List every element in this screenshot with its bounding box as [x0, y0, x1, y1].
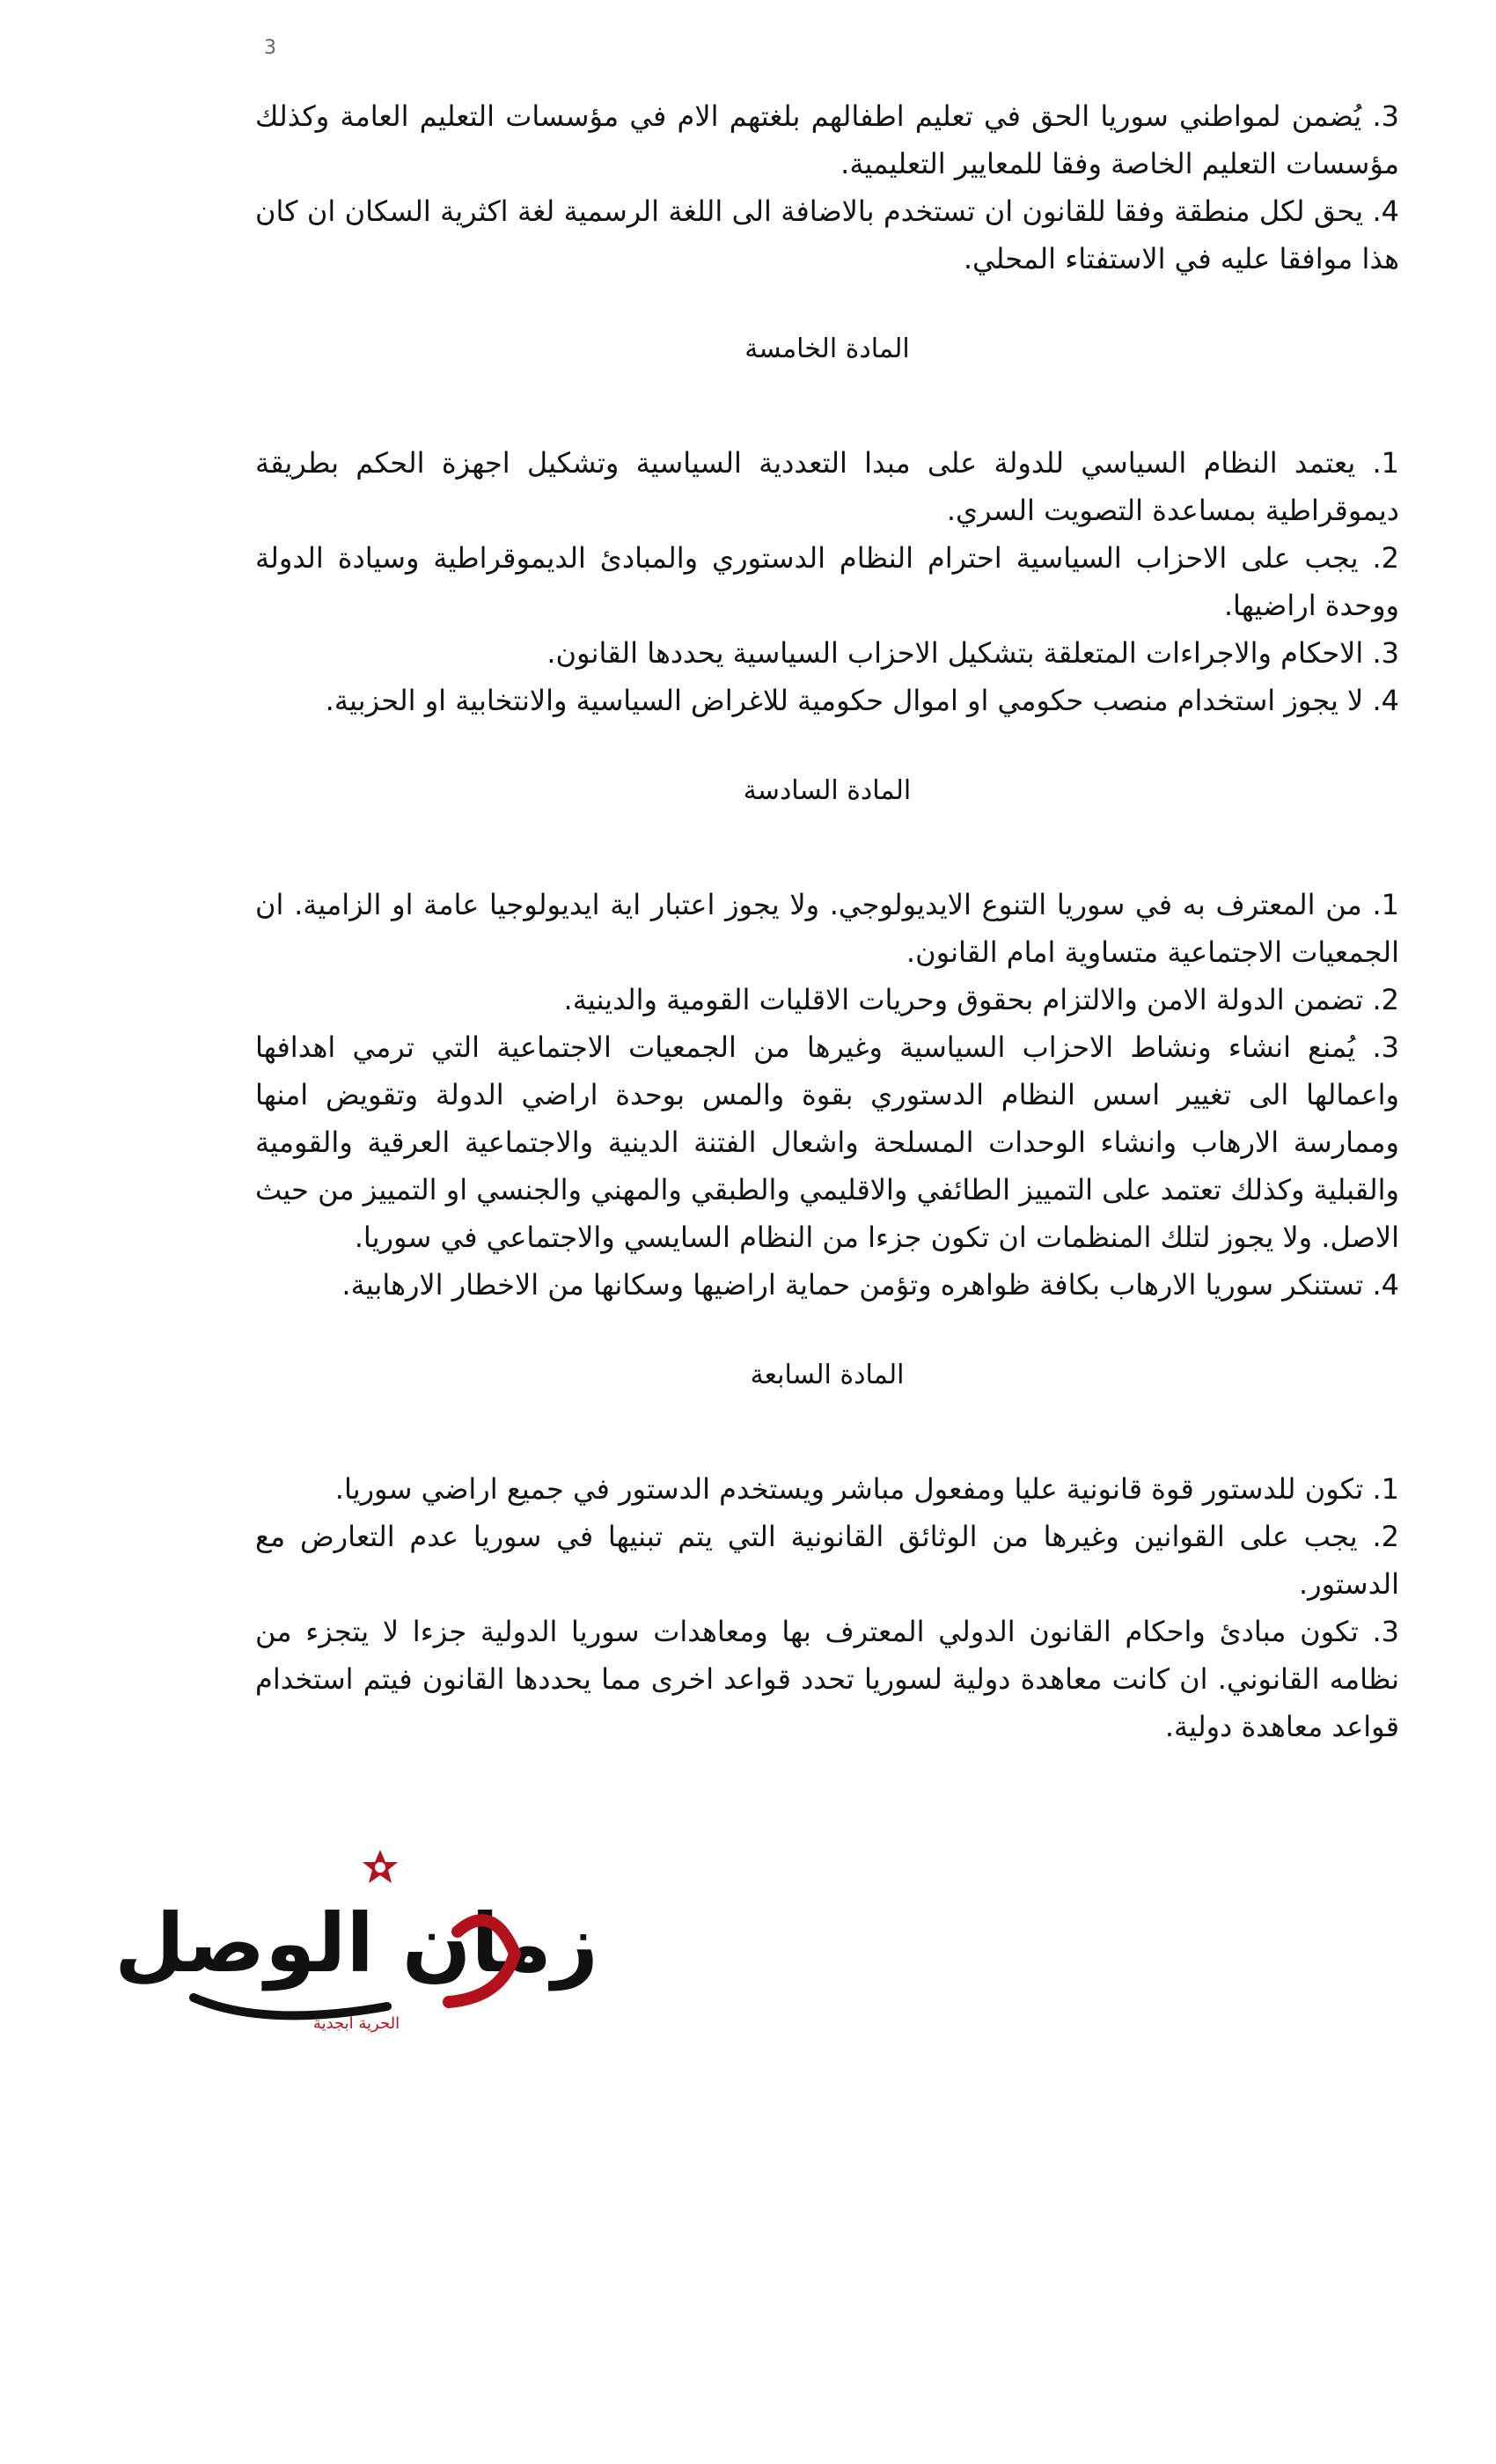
logo-ornament-icon — [363, 1850, 398, 1883]
intro-item-4: 4. يحق لكل منطقة وفقا للقانون ان تستخدم بالاضافة الى اللغة الرسمية لغة اكثرية السكان ان كان هذا موافقا عليه في الاستفتاء المحلي. — [255, 194, 1399, 275]
article-6-title: المادة السادسة — [743, 775, 912, 806]
article-7-title: المادة السابعة — [750, 1360, 905, 1390]
document-body — [255, 92, 1399, 1750]
article-7-item-1: 1. تكون للدستور قوة قانونية عليا ومفعول مباشر ويستخدم الدستور في جميع اراضي سوريا. — [334, 1472, 1399, 1506]
article-6-item-1: 1. من المعترف به في سوريا التنوع الايديولوجي. ولا يجوز اعتبار اية ايديولوجيا عامة او الزامية. ان الجمعيات الاجتماعية متساوية امام القانون. — [255, 888, 1399, 969]
article-6-item-4: 4. تستنكر سوريا الارهاب بكافة ظواهره وتؤمن حماية اراضيها وسكانها من الاخطار الارهابية. — [341, 1268, 1399, 1302]
logo-tagline: الحرية ابجدية — [312, 2014, 400, 2033]
logo-main-text: زمان الوصل — [114, 1896, 598, 1991]
zaman-alwasl-logo — [114, 1848, 598, 2042]
article-5-item-4: 4. لا يجوز استخدام منصب حكومي او اموال حكومية للاغراض السياسية والانتخابية او الحزبية. — [325, 684, 1399, 717]
intro-item-3: 3. يُضمن لمواطني سوريا الحق في تعليم اطفالهم بلغتهم الام في مؤسسات التعليم العامة وكذلك مؤسسات التعليم الخاصة وفقا للمعايير التعليمية. — [255, 99, 1399, 180]
article-5-item-3: 3. الاحكام والاجراءات المتعلقة بتشكيل الاحزاب السياسية يحددها القانون. — [546, 636, 1399, 670]
article-5-title: المادة الخامسة — [744, 334, 910, 364]
article-6-item-2: 2. تضمن الدولة الامن والالتزام بحقوق وحريات الاقليات القومية والدينية. — [563, 983, 1399, 1016]
article-5-item-2: 2. يجب على الاحزاب السياسية احترام النظام الدستوري والمبادئ الديموقراطية وسيادة الدولة ووحدة اراضيها. — [255, 541, 1399, 622]
page-mark: 3 — [264, 37, 276, 59]
article-7-item-3: 3. تكون مبادئ واحكام القانون الدولي المعترف بها ومعاهدات سوريا الدولية جزءا لا يتجزء من نظامه القانوني. ان كانت معاهدة دولية لسوريا تحدد قواعد اخرى مما يحددها القانون فيتم استخدام قواعد معاهدة دولية. — [255, 1615, 1399, 1743]
article-5-item-1: 1. يعتمد النظام السياسي للدولة على مبدا التعددية السياسية وتشكيل اجهزة الحكم بطريقة ديموقراطية بمساعدة التصويت السري. — [255, 446, 1399, 527]
article-6-item-3: 3. يُمنع انشاء ونشاط الاحزاب السياسية وغيرها من الجمعيات الاجتماعية التي ترمي اهدافها واعمالها الى تغيير اسس النظام الدستوري بقوة والمس بوحدة اراضي الدولة وتقويض امنها وممارسة الارهاب وانشاء الوحدات المسلحة واشعال الفتنة الدينية والاجتماعية العرقية والقومية والقبلية وكذلك تعتمد على التمييز الطائفي والاقليمي والطبقي والمهني والجنسي او التمييز من حيث الاصل. ولا يجوز لتلك المنظمات ان تكون جزءا من النظام السايسي والاجتماعي في سوريا. — [255, 1030, 1399, 1254]
article-7-item-2: 2. يجب على القوانين وغيرها من الوثائق القانونية التي يتم تبنيها في سوريا عدم التعارض مع الدستور. — [255, 1520, 1399, 1601]
